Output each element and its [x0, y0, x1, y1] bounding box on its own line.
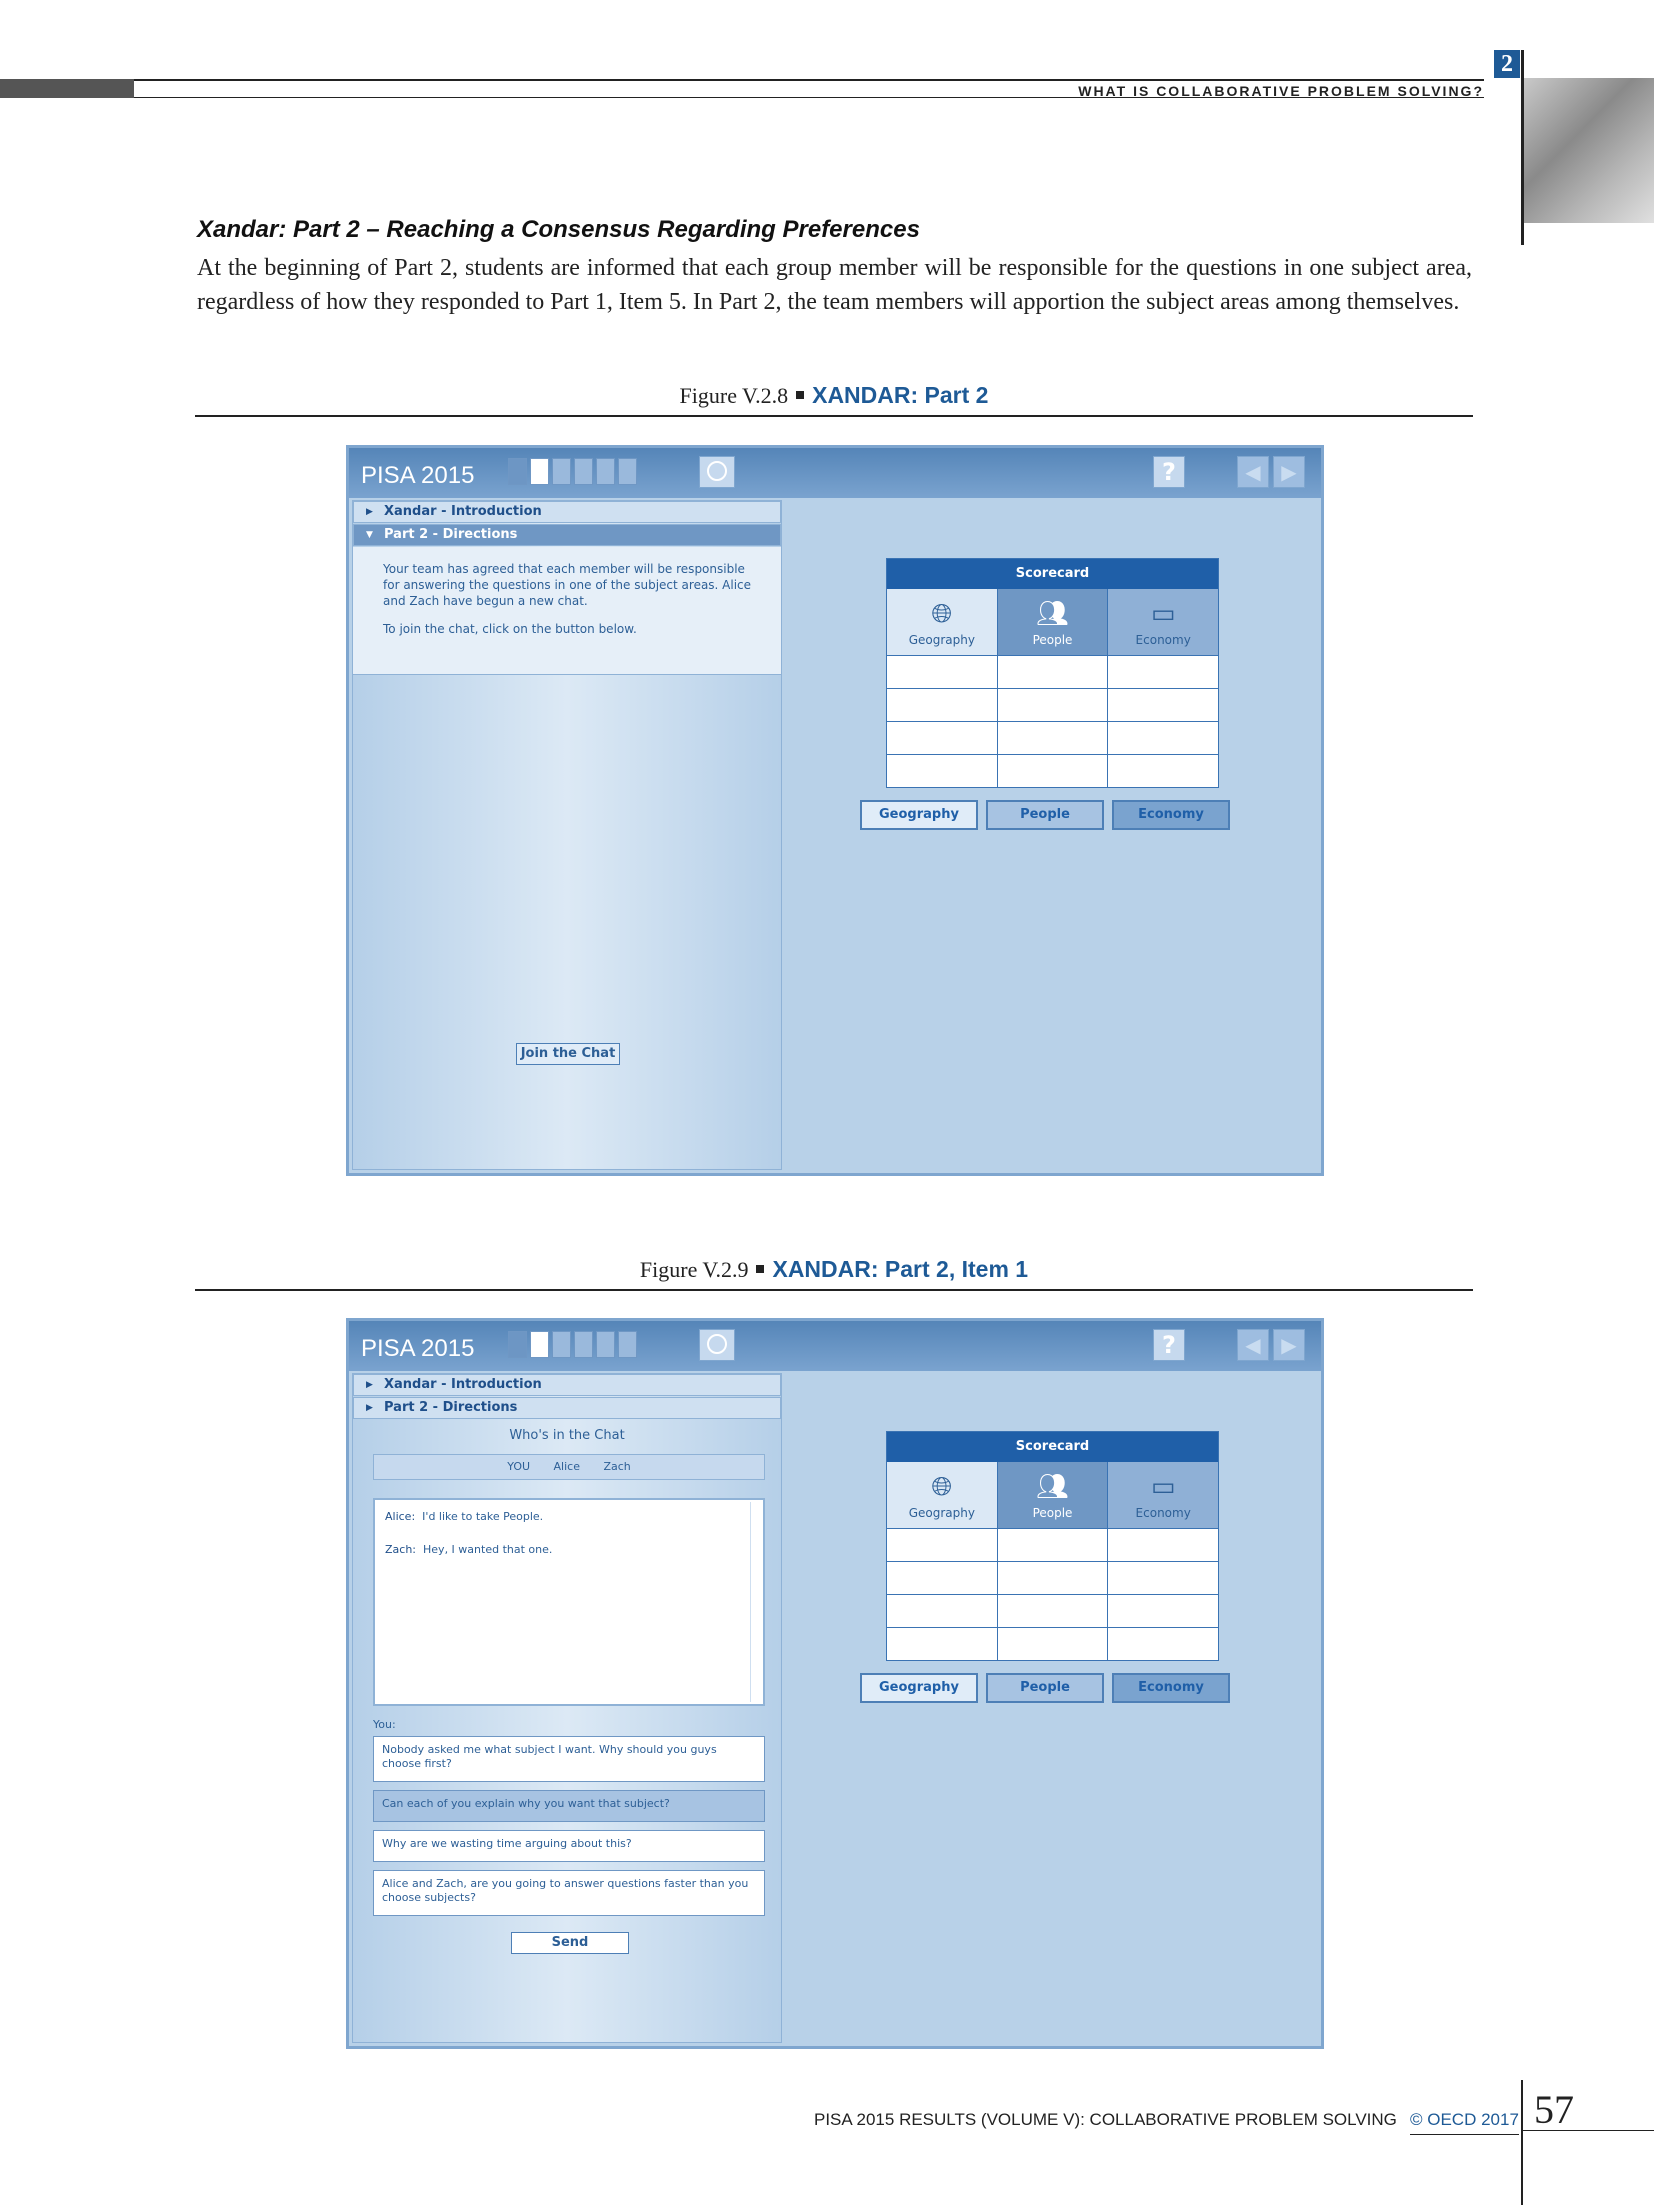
figure-caption-2 — [195, 1256, 1473, 1291]
chat-title: Who's in the Chat — [509, 1428, 625, 1443]
scorecard-category-geography — [887, 1462, 998, 1528]
you-label: You: — [373, 1718, 396, 1731]
scorecard-row — [887, 1528, 1218, 1561]
category-label: Geography — [908, 633, 975, 647]
accordion-label: Xandar - Introduction — [384, 504, 542, 519]
progress-step — [618, 458, 637, 485]
people-button[interactable]: People — [986, 1673, 1104, 1703]
timer-icon[interactable] — [699, 456, 735, 488]
category-label: People — [1032, 633, 1073, 647]
economy-button[interactable]: Economy — [1112, 800, 1230, 830]
help-button[interactable]: ? — [1153, 1329, 1185, 1361]
scorecard — [886, 558, 1219, 788]
scorecard-row — [887, 688, 1218, 721]
scorecard-rows — [887, 655, 1218, 787]
scorecard-category-economy — [1108, 1462, 1218, 1528]
chat-members — [373, 1454, 765, 1480]
category-label: Economy — [1135, 633, 1191, 647]
scorecard-category-people — [998, 589, 1109, 655]
send-button[interactable]: Send — [511, 1932, 629, 1954]
right-pane — [786, 1373, 1318, 2043]
page-number: 57 — [1534, 2087, 1574, 2132]
chat-message — [385, 1510, 753, 1523]
geography-button[interactable]: Geography — [860, 1673, 978, 1703]
directions-panel — [353, 547, 781, 675]
accordion-label: Part 2 - Directions — [384, 527, 518, 542]
response-option-selected[interactable]: Can each of you explain why you want that subject? — [373, 1790, 765, 1822]
chapter-number: 2 — [1494, 50, 1520, 78]
scorecard-category-people — [998, 1462, 1109, 1528]
left-pane — [352, 1373, 782, 2043]
member-alice: Alice — [553, 1460, 580, 1473]
figure-number: Figure V.2.8 — [679, 383, 789, 408]
globe-icon: 🌐︎ — [931, 599, 953, 629]
timer-icon[interactable] — [699, 1329, 735, 1361]
chat-message — [385, 1543, 753, 1556]
join-chat-button[interactable]: Join the Chat — [516, 1043, 620, 1065]
right-pane — [786, 500, 1318, 1170]
economy-button[interactable]: Economy — [1112, 1673, 1230, 1703]
caret-right-icon: ▶ — [366, 1380, 373, 1390]
scorecard-category-economy — [1108, 589, 1218, 655]
message-text: I'd like to take People. — [422, 1510, 544, 1523]
money-icon: ▭ — [1150, 599, 1176, 629]
left-pane — [352, 500, 782, 1170]
accordion-introduction[interactable] — [353, 501, 781, 523]
people-button[interactable]: People — [986, 800, 1104, 830]
progress-step-current — [530, 1331, 549, 1358]
progress-step-current — [530, 458, 549, 485]
progress-step — [596, 458, 615, 485]
money-icon: ▭ — [1150, 1472, 1176, 1502]
scorecard-title: Scorecard — [887, 1432, 1218, 1462]
help-button[interactable]: ? — [1153, 456, 1185, 488]
bullet-square-icon — [756, 1265, 764, 1273]
next-button[interactable]: ▶ — [1273, 456, 1305, 488]
accordion-directions[interactable] — [353, 524, 781, 546]
accordion-label: Part 2 - Directions — [384, 1400, 518, 1415]
section-title: Xandar: Part 2 – Reaching a Consensus Regarding Preferences — [197, 216, 920, 243]
category-label: Economy — [1135, 1506, 1191, 1520]
scorecard-row — [887, 1627, 1218, 1660]
globe-icon: 🌐︎ — [931, 1472, 953, 1502]
pisa-screen-2 — [346, 1318, 1324, 2049]
directions-text: Your team has agreed that each member will be responsible for answering the questions in one of the subject areas. Alice and Zach have begun a new chat. — [383, 562, 752, 608]
accordion-label: Xandar - Introduction — [384, 1377, 542, 1392]
chat-scrollbar[interactable] — [750, 1502, 761, 1702]
response-option[interactable]: Why are we wasting time arguing about this? — [373, 1830, 765, 1862]
category-buttons — [860, 800, 1230, 830]
caret-right-icon: ▶ — [366, 507, 373, 517]
directions-text: To join the chat, click on the button below. — [383, 622, 637, 636]
people-icon: 👥︎ — [1036, 599, 1070, 629]
top-bar — [349, 448, 1321, 498]
scorecard — [886, 1431, 1219, 1661]
scorecard-title: Scorecard — [887, 559, 1218, 589]
chat-panel — [353, 1420, 781, 2042]
progress-step — [552, 1331, 571, 1358]
figure-number: Figure V.2.9 — [639, 1257, 749, 1282]
scorecard-row — [887, 721, 1218, 754]
progress-step — [618, 1331, 637, 1358]
chat-log[interactable] — [373, 1498, 765, 1706]
caret-down-icon: ▼ — [366, 530, 373, 540]
bullet-square-icon — [796, 391, 804, 399]
progress-step — [574, 458, 593, 485]
top-bar — [349, 1321, 1321, 1371]
category-label: People — [1032, 1506, 1073, 1520]
footer-rule — [1521, 2080, 1523, 2205]
response-option[interactable]: Alice and Zach, are you going to answer questions faster than you choose subjects? — [373, 1870, 765, 1916]
category-label: Geography — [908, 1506, 975, 1520]
figure-title: XANDAR: Part 2 — [812, 382, 989, 408]
brand-label: PISA 2015 — [361, 1335, 475, 1362]
next-button[interactable]: ▶ — [1273, 1329, 1305, 1361]
progress-step — [552, 458, 571, 485]
people-icon: 👥︎ — [1036, 1472, 1070, 1502]
progress-indicator — [508, 458, 637, 485]
message-speaker: Alice: — [385, 1510, 416, 1523]
scorecard-rows — [887, 1528, 1218, 1660]
chapter-photo — [1524, 78, 1654, 223]
scorecard-row — [887, 1594, 1218, 1627]
caret-right-icon: ▶ — [366, 1403, 373, 1413]
figure-title: XANDAR: Part 2, Item 1 — [772, 1256, 1029, 1282]
progress-step — [574, 1331, 593, 1358]
member-zach: Zach — [603, 1460, 631, 1473]
footer-book-title: PISA 2015 RESULTS (VOLUME V): COLLABORATIVE PROBLEM SOLVING — [814, 2110, 1397, 2129]
progress-indicator — [508, 1331, 637, 1358]
progress-step — [508, 1331, 527, 1358]
footer-copyright: © OECD 2017 — [1410, 2110, 1519, 2135]
scorecard-row — [887, 655, 1218, 688]
brand-label: PISA 2015 — [361, 462, 475, 489]
prev-button[interactable]: ◀ — [1237, 1329, 1269, 1361]
pisa-screen-1 — [346, 445, 1324, 1176]
accordion-directions[interactable] — [353, 1397, 781, 1419]
member-you: YOU — [507, 1460, 531, 1473]
progress-step — [596, 1331, 615, 1358]
scorecard-category-geography — [887, 589, 998, 655]
prev-button[interactable]: ◀ — [1237, 456, 1269, 488]
message-speaker: Zach: — [385, 1543, 417, 1556]
geography-button[interactable]: Geography — [860, 800, 978, 830]
progress-step — [508, 458, 527, 485]
chapter-title: WHAT IS COLLABORATIVE PROBLEM SOLVING? — [1078, 83, 1484, 99]
response-option[interactable]: Nobody asked me what subject I want. Why should you guys choose first? — [373, 1736, 765, 1782]
accordion-introduction[interactable] — [353, 1374, 781, 1396]
message-text: Hey, I wanted that one. — [423, 1543, 553, 1556]
figure-caption-1 — [195, 382, 1473, 417]
header-dark-bar — [0, 79, 134, 98]
scorecard-row — [887, 754, 1218, 787]
running-header — [134, 79, 1484, 98]
scorecard-row — [887, 1561, 1218, 1594]
category-buttons — [860, 1673, 1230, 1703]
section-paragraph: At the beginning of Part 2, students are informed that each group member will be responsible for the questions in one subject area, regardless of how they responded to Part 1, Item 5. In Part 2, the team members will apportion the subject areas among themselves. — [197, 255, 1472, 315]
